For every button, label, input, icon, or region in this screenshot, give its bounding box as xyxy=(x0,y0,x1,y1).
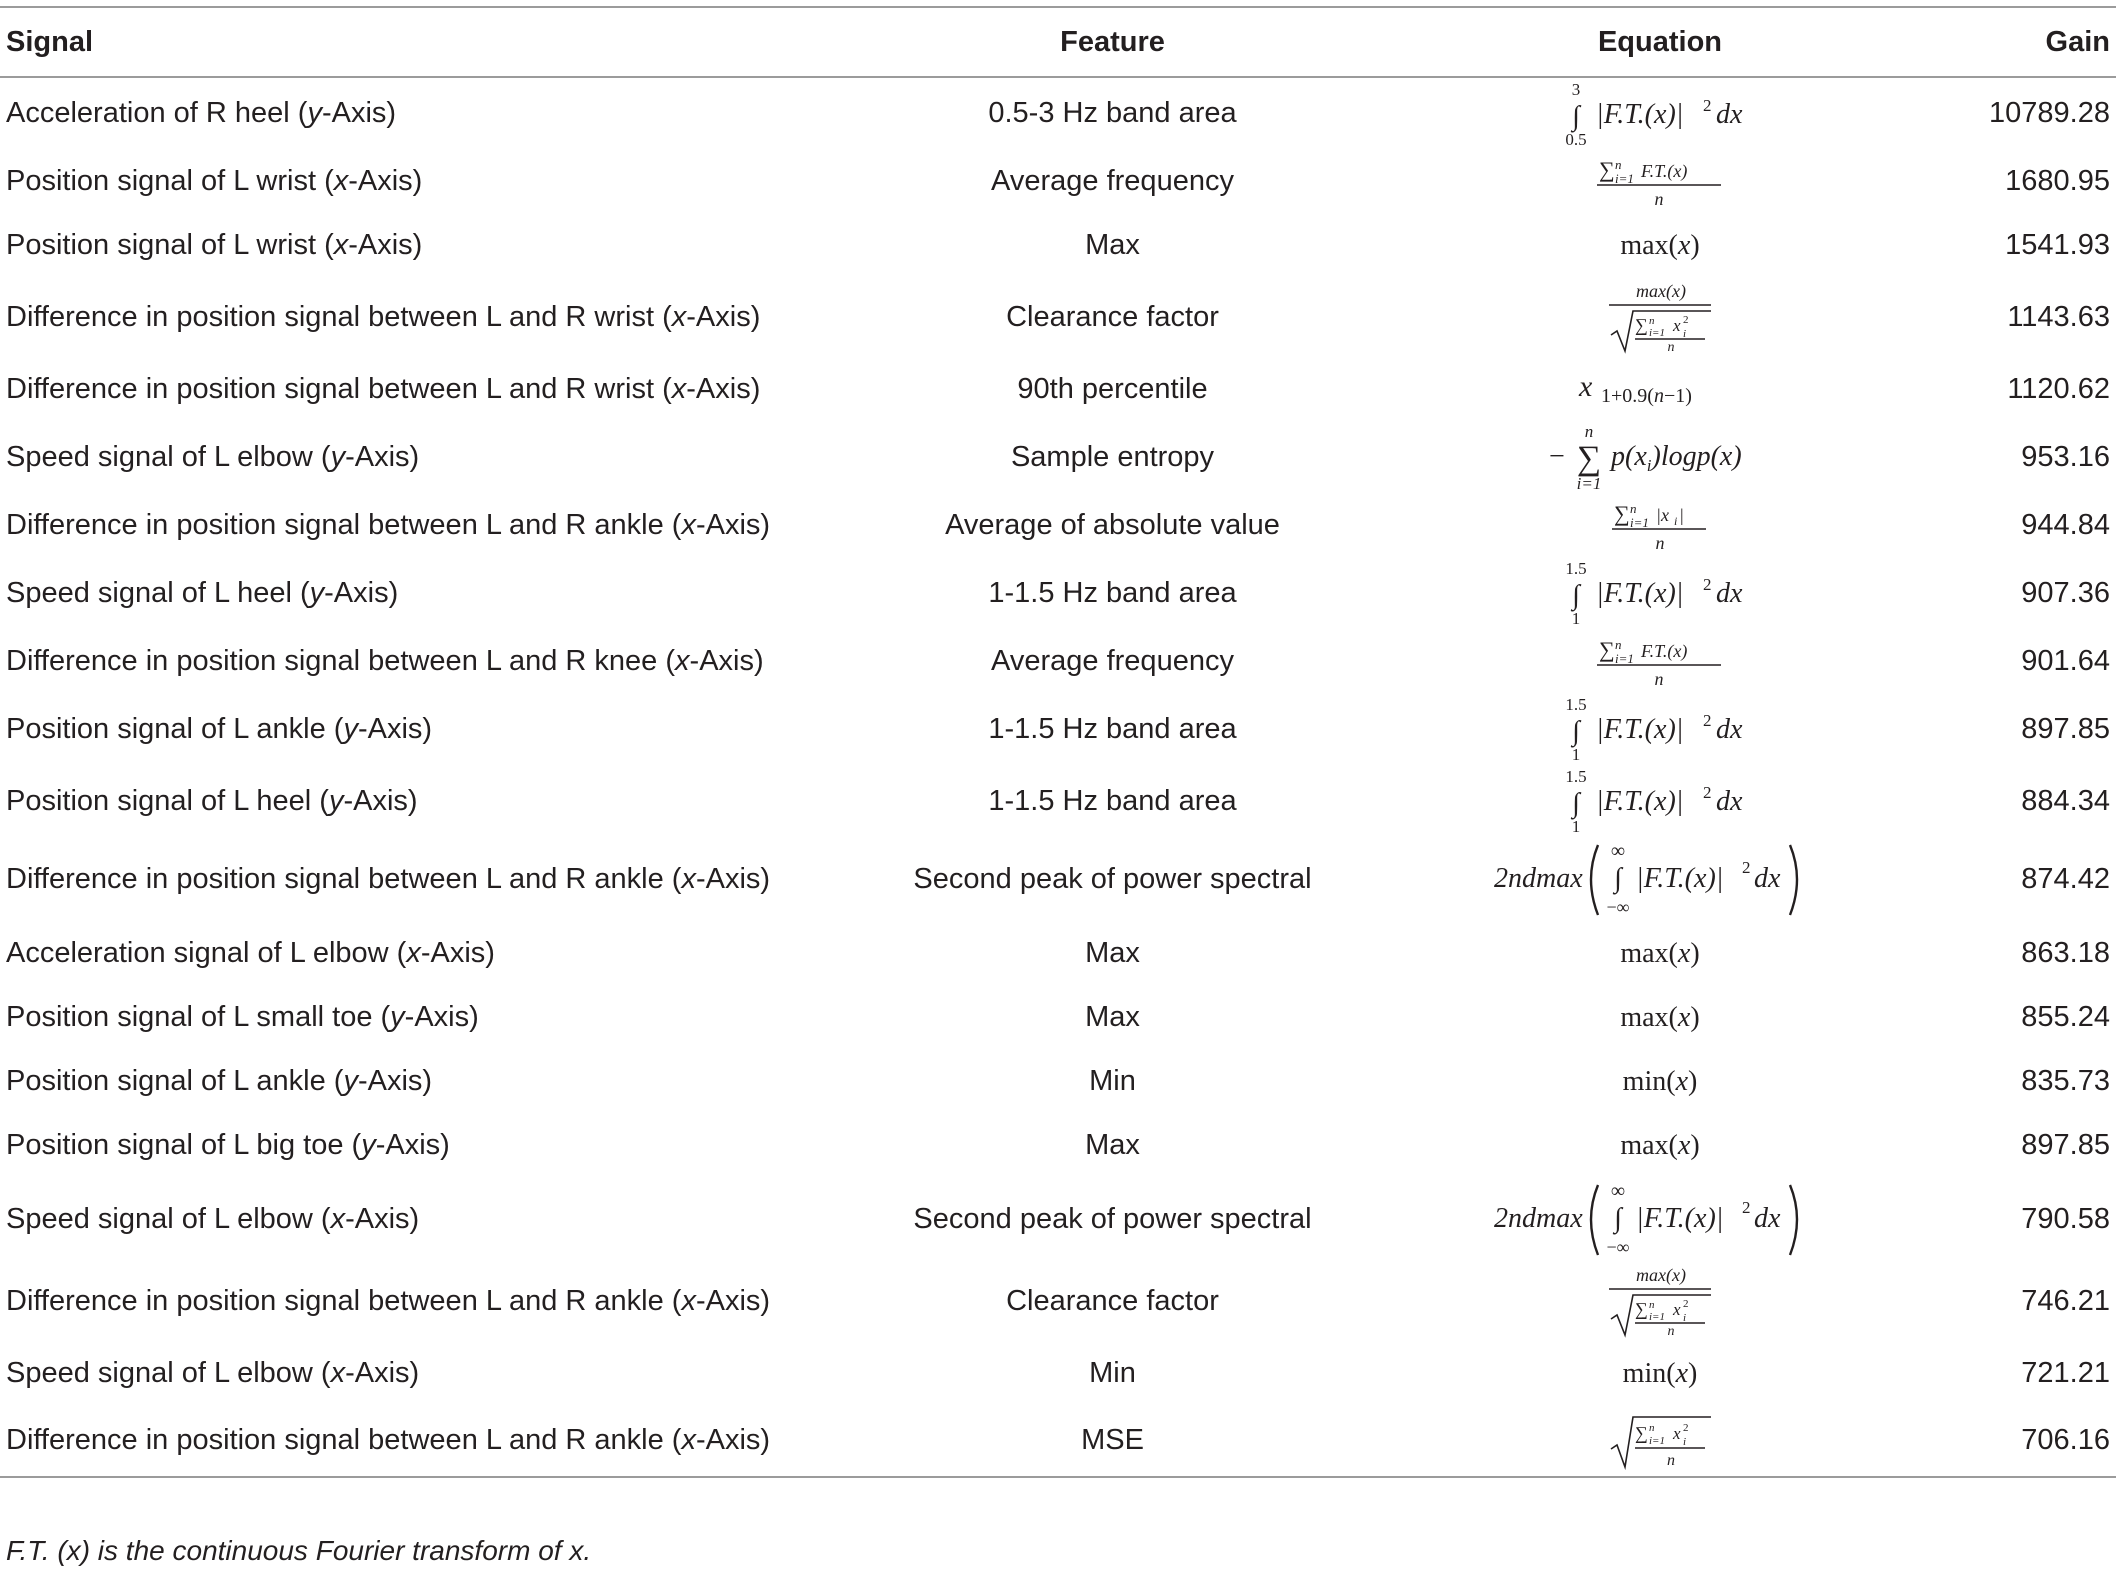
cell-equation xyxy=(1390,629,1930,693)
cell-signal xyxy=(0,1177,835,1261)
svg-text:∫: ∫ xyxy=(1572,788,1580,819)
cell-signal xyxy=(0,277,835,357)
table-row xyxy=(0,357,2116,421)
svg-text:n: n xyxy=(1667,340,1675,355)
svg-text:−∞: −∞ xyxy=(1606,1237,1630,1257)
svg-text:|F.T.(x)|: |F.T.(x)| xyxy=(1596,714,1684,745)
table-row xyxy=(0,421,2116,493)
cell-equation xyxy=(1390,693,1930,765)
signal-axis: x xyxy=(681,862,696,895)
cell-gain: 1680.95 xyxy=(2005,164,2110,197)
cell-feature: Sample entropy xyxy=(1010,440,1215,473)
cell-gain: 790.58 xyxy=(2021,1202,2110,1235)
svg-text:F.T.(x): F.T.(x) xyxy=(1641,161,1688,181)
cell-equation xyxy=(1390,921,1930,985)
equation-formula xyxy=(1610,497,1710,553)
svg-text:1: 1 xyxy=(1571,745,1581,762)
svg-text:n: n xyxy=(1654,189,1664,209)
signal-text: Acceleration signal of L elbow ( xyxy=(6,936,407,969)
cell-gain: 901.64 xyxy=(2021,644,2110,677)
svg-text:|F.T.(x)|: |F.T.(x)| xyxy=(1636,863,1724,894)
cell-signal xyxy=(0,1113,835,1177)
svg-text:i=1: i=1 xyxy=(1576,474,1602,493)
equation-formula xyxy=(1610,997,1710,1037)
svg-text:∞: ∞ xyxy=(1610,1180,1626,1202)
table-row xyxy=(0,77,2116,149)
signal-axis: x xyxy=(406,936,421,969)
svg-text:n: n xyxy=(1615,157,1622,172)
cell-gain: 897.85 xyxy=(2021,1128,2110,1161)
svg-text:∑: ∑ xyxy=(1635,1299,1648,1319)
cell-gain: 907.36 xyxy=(2021,576,2110,609)
signal-axis: y xyxy=(328,784,344,817)
signal-axis: x xyxy=(681,1284,696,1317)
signal-axis-suffix: -Axis) xyxy=(695,508,771,541)
cell-feature: Max xyxy=(1085,228,1140,261)
svg-text:dx: dx xyxy=(1716,714,1743,745)
signal-axis-suffix: -Axis) xyxy=(695,1424,771,1456)
cell-signal xyxy=(0,421,835,493)
svg-text:1.5: 1.5 xyxy=(1565,696,1587,714)
header-gain: Gain xyxy=(1930,7,2116,77)
table-footnote: F.T. (x) is the continuous Fourier transform of x. xyxy=(6,1535,592,1566)
svg-text:2: 2 xyxy=(1683,1298,1689,1310)
svg-text:max(x): max(x) xyxy=(1620,230,1700,261)
svg-text:n: n xyxy=(1655,533,1665,553)
svg-text:x: x xyxy=(1579,370,1593,403)
signal-text: Difference in position signal between L and R ankle ( xyxy=(6,1424,682,1456)
equation-formula xyxy=(1595,633,1725,689)
svg-text:i: i xyxy=(1683,1435,1687,1448)
equation-formula xyxy=(1560,81,1760,147)
equation-formula xyxy=(1610,1353,1710,1393)
equation-formula xyxy=(1560,696,1760,762)
svg-text:i=1: i=1 xyxy=(1615,651,1634,666)
signal-axis-suffix: -Axis) xyxy=(343,784,418,817)
svg-text:2: 2 xyxy=(1683,1421,1689,1434)
signal-text: Position signal of L heel ( xyxy=(6,784,329,817)
table-row xyxy=(0,1341,2116,1405)
table-row xyxy=(0,277,2116,357)
equation-formula xyxy=(1605,279,1715,355)
signal-text: Speed signal of L elbow ( xyxy=(6,440,331,473)
svg-text:2ndmax: 2ndmax xyxy=(1494,1203,1583,1234)
cell-gain: 863.18 xyxy=(2021,936,2110,969)
signal-axis: x xyxy=(681,508,696,541)
signal-text: Difference in position signal between L and R ankle ( xyxy=(6,1284,682,1317)
svg-text:n: n xyxy=(1584,422,1594,441)
cell-gain: 884.34 xyxy=(2021,784,2110,817)
cell-gain: 1541.93 xyxy=(2005,228,2110,261)
svg-text:|F.T.(x)|: |F.T.(x)| xyxy=(1596,578,1684,609)
cell-signal xyxy=(0,1261,835,1341)
svg-text:dx: dx xyxy=(1754,863,1781,894)
signal-text: Position signal of L ankle ( xyxy=(6,712,344,745)
svg-text:n: n xyxy=(1649,315,1655,327)
equation-formula xyxy=(1545,421,1775,493)
cell-equation xyxy=(1390,1405,1930,1477)
svg-text:dx: dx xyxy=(1716,786,1743,817)
header-signal: Signal xyxy=(0,7,835,77)
svg-text:n: n xyxy=(1615,637,1622,652)
svg-text:n: n xyxy=(1654,669,1664,689)
equation-formula xyxy=(1575,368,1745,410)
cell-gain: 944.84 xyxy=(2021,508,2110,541)
cell-feature: 0.5-3 Hz band area xyxy=(988,97,1237,129)
cell-signal xyxy=(0,765,835,837)
cell-feature: MSE xyxy=(835,1405,1390,1477)
signal-axis: x xyxy=(681,1424,696,1456)
cell-equation xyxy=(1390,557,1930,629)
svg-text:∑: ∑ xyxy=(1599,157,1615,182)
svg-text:max(x): max(x) xyxy=(1636,281,1686,301)
svg-text:i=1: i=1 xyxy=(1615,171,1634,186)
svg-text:2: 2 xyxy=(1703,575,1712,594)
cell-signal xyxy=(0,1049,835,1113)
svg-text:dx: dx xyxy=(1716,98,1743,130)
table-row xyxy=(0,557,2116,629)
svg-text:i=1: i=1 xyxy=(1649,1311,1665,1323)
svg-text:i=1: i=1 xyxy=(1630,515,1649,530)
svg-text:max(x): max(x) xyxy=(1636,1265,1686,1285)
cell-feature: Min xyxy=(1089,1064,1136,1097)
signal-axis: y xyxy=(330,440,346,473)
cell-signal xyxy=(0,557,835,629)
equation-formula xyxy=(1610,1125,1710,1165)
svg-text:|: | xyxy=(1680,505,1684,525)
cell-signal xyxy=(0,985,835,1049)
table-row xyxy=(0,493,2116,557)
svg-text:dx: dx xyxy=(1754,1203,1781,1234)
signal-axis-suffix: -Axis) xyxy=(345,1356,420,1389)
signal-axis: x xyxy=(671,300,687,333)
cell-equation xyxy=(1390,837,1930,921)
cell-gain: 10789.28 xyxy=(1989,97,2110,129)
signal-text: Position signal of L big toe ( xyxy=(6,1128,362,1161)
header-equation: Equation xyxy=(1390,7,1930,77)
cell-signal xyxy=(0,357,835,421)
signal-text: Speed signal of L elbow ( xyxy=(6,1356,331,1389)
signal-text: Position signal of L ankle ( xyxy=(6,1064,344,1097)
svg-text:∫: ∫ xyxy=(1572,580,1580,611)
svg-text:|F.T.(x)|: |F.T.(x)| xyxy=(1596,786,1684,817)
table-row xyxy=(0,1261,2116,1341)
cell-equation xyxy=(1390,493,1930,557)
svg-text:max(x): max(x) xyxy=(1620,1002,1700,1033)
signal-axis-suffix: -Axis) xyxy=(357,712,433,745)
signal-axis-suffix: -Axis) xyxy=(321,97,397,129)
table-row xyxy=(0,1113,2116,1177)
cell-feature: Second peak of power spectral xyxy=(913,1202,1312,1235)
cell-equation xyxy=(1390,765,1930,837)
signal-axis-suffix: -Axis) xyxy=(324,576,399,609)
cell-equation xyxy=(1390,1177,1930,1261)
table-row xyxy=(0,985,2116,1049)
cell-feature: Max xyxy=(1085,1128,1140,1161)
signal-axis-suffix: -Axis) xyxy=(345,1202,420,1235)
equation-formula xyxy=(1490,837,1830,921)
cell-feature: Max xyxy=(1085,936,1140,969)
table-row xyxy=(0,213,2116,277)
table-row xyxy=(0,837,2116,921)
cell-signal xyxy=(0,837,835,921)
cell-gain: 874.42 xyxy=(2021,862,2110,895)
svg-text:i=1: i=1 xyxy=(1649,327,1665,339)
equation-formula xyxy=(1595,153,1725,209)
svg-text:n: n xyxy=(1667,1451,1675,1469)
svg-text:−: − xyxy=(1549,441,1565,472)
signal-axis-suffix: -Axis) xyxy=(420,936,495,969)
svg-text:n: n xyxy=(1630,501,1637,516)
equation-formula xyxy=(1605,1411,1715,1471)
svg-text:x: x xyxy=(1673,316,1681,335)
cell-equation xyxy=(1390,1261,1930,1341)
svg-text:2: 2 xyxy=(1742,858,1751,877)
svg-text:∑: ∑ xyxy=(1599,637,1615,662)
equation-formula xyxy=(1610,933,1710,973)
svg-text:2ndmax: 2ndmax xyxy=(1494,863,1583,894)
svg-text:x: x xyxy=(1673,1300,1681,1319)
cell-feature: Average frequency xyxy=(991,164,1234,197)
cell-signal xyxy=(0,629,835,693)
signal-axis-suffix: -Axis) xyxy=(345,440,420,473)
svg-text:1: 1 xyxy=(1571,817,1581,834)
cell-gain: 746.21 xyxy=(2021,1284,2110,1317)
signal-axis-suffix: -Axis) xyxy=(695,1284,771,1317)
cell-equation xyxy=(1390,985,1930,1049)
signal-axis: y xyxy=(343,1064,358,1097)
table-row xyxy=(0,693,2116,765)
cell-equation xyxy=(1390,149,1930,213)
svg-text:2: 2 xyxy=(1703,783,1712,802)
svg-text:min(x): min(x) xyxy=(1622,1358,1698,1389)
cell-gain: 1143.63 xyxy=(2007,300,2110,333)
cell-feature: 1-1.5 Hz band area xyxy=(988,576,1237,609)
table-row xyxy=(0,149,2116,213)
table-row xyxy=(0,921,2116,985)
svg-text:∞: ∞ xyxy=(1610,840,1626,862)
cell-gain: 897.85 xyxy=(2021,712,2110,745)
svg-text:1: 1 xyxy=(1571,609,1581,626)
signal-axis-suffix: -Axis) xyxy=(686,372,761,405)
cell-signal xyxy=(0,77,835,149)
svg-text:2: 2 xyxy=(1683,314,1689,326)
cell-feature: Average of absolute value xyxy=(945,508,1280,541)
signal-axis-suffix: -Axis) xyxy=(357,1064,433,1097)
cell-feature: Clearance factor xyxy=(1006,300,1219,333)
svg-text:i: i xyxy=(1674,514,1678,528)
svg-text:|F.T.(x)|: |F.T.(x)| xyxy=(1596,98,1684,130)
svg-text:F.T.(x): F.T.(x) xyxy=(1641,641,1688,661)
equation-formula xyxy=(1610,225,1710,265)
equation-formula xyxy=(1610,1061,1710,1101)
signal-text: Difference in position signal between L and R wrist ( xyxy=(6,372,672,405)
header-feature: Feature xyxy=(835,7,1390,77)
svg-text:0.5: 0.5 xyxy=(1565,129,1587,147)
signal-axis: y xyxy=(343,712,358,745)
svg-text:|x: |x xyxy=(1656,505,1669,525)
signal-axis: x xyxy=(675,644,690,677)
feature-gain-table xyxy=(0,6,2116,1478)
svg-text:i: i xyxy=(1683,328,1687,340)
cell-gain: 953.16 xyxy=(2021,440,2110,473)
cell-signal xyxy=(0,213,835,277)
svg-text:∫: ∫ xyxy=(1572,716,1580,747)
signal-axis: x xyxy=(333,164,349,197)
signal-axis: x xyxy=(333,228,349,261)
cell-feature: Second peak of power spectral xyxy=(913,862,1312,895)
cell-equation xyxy=(1390,1341,1930,1405)
signal-text: Acceleration of R heel ( xyxy=(6,97,308,129)
svg-text:|F.T.(x)|: |F.T.(x)| xyxy=(1636,1203,1724,1234)
signal-axis: y xyxy=(361,1128,376,1161)
cell-feature: Max xyxy=(1085,1000,1140,1033)
svg-text:−∞: −∞ xyxy=(1606,897,1630,917)
signal-axis: y xyxy=(309,576,325,609)
cell-equation xyxy=(1390,1113,1930,1177)
svg-text:n: n xyxy=(1649,1421,1655,1434)
cell-signal xyxy=(0,1341,835,1405)
svg-text:i: i xyxy=(1683,1312,1687,1324)
signal-text: Position signal of L wrist ( xyxy=(6,228,334,261)
signal-text: Position signal of L wrist ( xyxy=(6,164,334,197)
signal-axis-suffix: -Axis) xyxy=(404,1000,479,1033)
signal-axis-suffix: -Axis) xyxy=(686,300,761,333)
table-row xyxy=(0,1049,2116,1113)
cell-equation xyxy=(1390,1049,1930,1113)
cell-feature: Min xyxy=(1089,1356,1136,1389)
cell-gain: 835.73 xyxy=(2021,1064,2110,1097)
svg-text:∑: ∑ xyxy=(1614,501,1630,526)
svg-text:∑: ∑ xyxy=(1635,315,1648,335)
signal-axis: x xyxy=(330,1202,346,1235)
svg-text:∫: ∫ xyxy=(1614,863,1622,894)
signal-axis-suffix: -Axis) xyxy=(348,164,423,197)
signal-axis: x xyxy=(671,372,687,405)
signal-axis-suffix: -Axis) xyxy=(348,228,423,261)
equation-formula xyxy=(1560,560,1760,626)
signal-text: Speed signal of L elbow ( xyxy=(6,1202,331,1235)
svg-text:dx: dx xyxy=(1716,578,1743,609)
cell-gain: 721.21 xyxy=(2021,1356,2110,1389)
cell-feature: 90th percentile xyxy=(1017,372,1208,405)
table-row xyxy=(0,1177,2116,1261)
cell-feature: Clearance factor xyxy=(1006,1284,1219,1317)
equation-formula xyxy=(1560,768,1760,834)
svg-text:x: x xyxy=(1673,1423,1681,1443)
cell-gain: 855.24 xyxy=(2021,1000,2110,1033)
signal-text: Difference in position signal between L and R ankle ( xyxy=(6,862,682,895)
signal-text: Difference in position signal between L and R ankle ( xyxy=(6,508,682,541)
svg-text:∑: ∑ xyxy=(1576,440,1602,477)
svg-text:2: 2 xyxy=(1703,711,1712,730)
svg-text:i=1: i=1 xyxy=(1649,1434,1665,1447)
svg-text:2: 2 xyxy=(1742,1198,1751,1217)
svg-text:max(x): max(x) xyxy=(1620,938,1700,969)
signal-text: Difference in position signal between L and R knee ( xyxy=(6,644,676,677)
cell-equation xyxy=(1390,77,1930,149)
cell-signal xyxy=(0,693,835,765)
signal-axis-suffix: -Axis) xyxy=(375,1128,450,1161)
cell-signal xyxy=(0,921,835,985)
cell-feature: Average frequency xyxy=(991,644,1234,677)
cell-equation xyxy=(1390,421,1930,493)
cell-signal xyxy=(0,493,835,557)
cell-gain: 706.16 xyxy=(1930,1405,2116,1477)
table-row xyxy=(0,629,2116,693)
cell-gain: 1120.62 xyxy=(2007,372,2110,405)
signal-axis-suffix: -Axis) xyxy=(689,644,764,677)
svg-text:3: 3 xyxy=(1571,80,1581,99)
svg-text:2: 2 xyxy=(1703,95,1712,115)
table-row xyxy=(0,765,2116,837)
svg-text:p(xi)logp(x): $p(x_i)\log p(x)$ xyxy=(1611,441,1742,475)
cell-equation xyxy=(1390,277,1930,357)
signal-text: Position signal of L small toe ( xyxy=(6,1000,391,1033)
cell-equation xyxy=(1390,357,1930,421)
cell-feature: 1-1.5 Hz band area xyxy=(988,784,1237,817)
signal-axis: x xyxy=(330,1356,346,1389)
svg-text:1.5: 1.5 xyxy=(1565,560,1587,578)
cell-equation xyxy=(1390,213,1930,277)
svg-text:∫: ∫ xyxy=(1572,100,1580,132)
table-row xyxy=(0,1405,2116,1477)
svg-text:∫: ∫ xyxy=(1614,1203,1622,1234)
svg-text:max(x): max(x) xyxy=(1620,1130,1700,1161)
cell-signal xyxy=(0,149,835,213)
svg-text:min(x): min(x) xyxy=(1622,1066,1698,1097)
table-body xyxy=(0,77,2116,1477)
equation-formula xyxy=(1490,1177,1830,1261)
signal-axis: y xyxy=(390,1000,405,1033)
svg-text:n: n xyxy=(1667,1324,1675,1339)
svg-text:∑: ∑ xyxy=(1635,1422,1648,1443)
equation-formula xyxy=(1605,1263,1715,1339)
svg-text:n: n xyxy=(1649,1299,1655,1311)
signal-axis: y xyxy=(307,97,322,129)
svg-text:1+0.9(n−1): 1+0.9(n−1) xyxy=(1601,385,1692,407)
header-row xyxy=(0,7,2116,77)
signal-text: Difference in position signal between L and R wrist ( xyxy=(6,300,672,333)
cell-signal xyxy=(0,1405,835,1477)
signal-axis-suffix: -Axis) xyxy=(695,862,771,895)
cell-feature: 1-1.5 Hz band area xyxy=(988,712,1237,745)
signal-text: Speed signal of L heel ( xyxy=(6,576,310,609)
svg-text:1.5: 1.5 xyxy=(1565,768,1587,786)
